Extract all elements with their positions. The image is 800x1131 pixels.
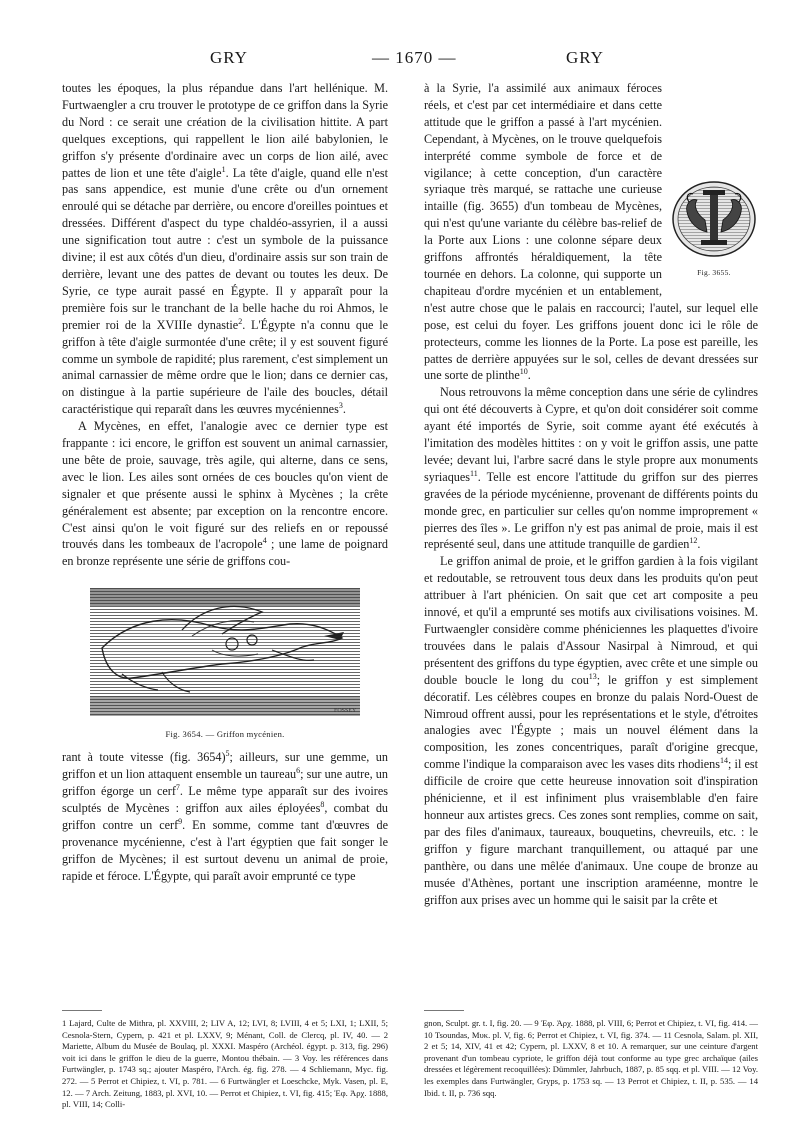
figure-caption: Fig. 3654. — Griffon mycénien. [165,729,285,740]
header-right: GRY [566,48,604,67]
footnote-rule [62,1010,102,1011]
footnotes-right: gnon, Sculpt. gr. t. I, fig. 20. — 9 Ἐφ. Ἀρχ. 1888, pl. VIII, 6; Perrot et Chipiez, t. VI, fig. 414. — 10 Tsoundas, Μυκ. pl. V, fig. 6; Perrot et Chipiez, t. VI, fig. 374. — 11 Cesnola, Salam. pl. XII, 2 et 5; 14, XIV, 41 et 42; Cypern, pl. LXXV, 8 et 10. A remarquer, sur une ceinture d'argent provenant d'un tombeau cypriote, le griffon déjà tout conforme au type grec archaïque (ailes dressées et légèrement recoquillées): Dümmler, Jahrbuch, 1887, p. 85 sqq. et pl. VIII. — 12 Voy. les exemples dans Furtwängler, Gryps, p. 1753 sq. — 13 Perrot et Chipiez, t. II, p. 535. — 14 Ibid. t. II, p. 736 sqq. [424,1018,758,1098]
paragraph: rant à toute vitesse (fig. 3654)$^5$; ailleurs, sur une gemme, un griffon et un lion attaquent ensemble un taureau$^6$; sur une autre, un griffon égorge un cerf$^7$. Le même type apparaît sur des ivoires sculptés de Mycènes : griffon aux ailes éployées$^8$, combat du griffon contre un cerf$^9$. En somme, comme tant d'œuvres de provenance mycénienne, c'est à l'art égyptien que fait songer le griffon de Mycènes; il est surtout devenu un animal de proie, rapide et féroce. L'Égypte, qui paraît avoir emprunté ce type [62,749,389,883]
footnote-rule [424,1010,464,1011]
running-header [0,48,800,78]
paragraph: à la Syrie, l'a assimilé aux animaux féroces réels, et c'est par cet intermédiaire et dans cette attitude que le griffon a passé à l'art mycénien. Cependant, à Mycènes, on le trouve quelquefois interprété comme symbole de force et de vigilance; à cette conception, d'un caractère syriaque très marqué, se rattache une curieuse intaille (fig. 3655) d'un tombeau de Mycènes, qui n'est qu'une variante du célèbre bas-relief de la Porte aux Lions : une colonne sépare deux griffons affrontés héraldiquement, la tête tournée en dehors. La colonne, qui supporte un chapiteau d'ordre mycénien et un entablement, n'est autre chose que le palais en raccourci; l'autel, sur lequel elle pose, est celui du foyer. Les griffons jouent donc ici le rôle de protecteurs, comme les lionnes de la Porte. La pose est pareille, les pattes de derrière appuyées sur le sol, celles de devant dressées sur une sorte de plinthe$^{10}$. [424,81,758,383]
page-number: — 1670 — [372,48,457,67]
figure-3655 [670,180,758,282]
header-left: GRY [210,48,248,67]
paragraph: Le griffon animal de proie, et le griffon gardien à la fois vigilant et redoutable, se retrouvent tous deux dans les produits qu'on peut attribuer à l'art phénicien. On sait que cet art composite a peu innové, et qu'il a emprunté ses motifs aux civilisations voisines. M. Furtwaengler considère comme phéniciennes les plaquettes d'ivoire trouvées dans le palais d'Assour Nasirpal à Nimroud, et qui présentent des griffons du type égyptien, avec crête et une simple ou double boucle le long du cou$^{13}$; le griffon y est simplement décoratif. Les célèbres coupes en bronze du palais Nord-Ouest de Nimroud offrent aussi, pour les représentations et le style, d'étroites analogies avec l'Égypte ; mais un nouvel élément dans la composition, les zones concentriques, paraît d'origine grecque, comme l'indique la comparaison avec les vases dits rhodiens$^{14}$; il est difficile de croire que cette heureuse innovation soit d'inspiration phénicienne, et il est infiniment plus vraisemblable d'en faire honneur aux artistes grecs. Ces zones sont remplies, comme on sait, par des files d'animaux, taureaux, bouquetins, chevreuils, etc. : le griffon y figure marchant tranquillement, ou attaqué par une panthère, ou dans une mêlée d'animaux. Une coupe de bronze au musée d'Athènes, portant une inscription araméenne, montre le griffon aux prises avec un homme qui le saisit par la crête et [424,554,759,907]
griffin-dagger-relief [62,578,388,720]
paragraph: Nous retrouvons la même conception dans une série de cylindres qui ont été découverts à Cypre, et qu'on doit considérer soit comme ayant été importés de Syrie, soit comme ayant été exécutés à l'imitation des modèles hittites : on y voit le griffon assis, une patte levée; devant lui, l'arbre sacré dans le style propre aux monuments syriaques$^{11}$. Telle est encore l'attitude du griffon sur des pierres gravées de la période mycénienne, provenant de différents points du monde grec, en particulier sur celles qu'on nomme improprement « pierres des îles ». Le griffon n'y est pas animal de proie, mais il est représenté seul, dans une attitude tranquille de gardien$^{12}$. [424,385,758,552]
right-column [424,80,758,908]
paragraph: toutes les époques, la plus répandue dans l'art hellénique. M. Furtwaengler a cru trouver le prototype de ce griffon dans la Syrie du Nord : ce serait une création de la civilisation hittite. A part quelques exceptions, qui rappellent le lion ailé babylonien, le griffon s'y présente d'ordinaire avec un corps de lion ailé, avec pattes de lion et une tête d'aigle$^1$. La tête d'aigle, quand elle n'est pas sans appendice, est munie d'une crête ou d'un ornement enroulé qui se détache par derrière, ou encore d'oreilles pointues et dressées. Différent d'aspect du type chaldéo-assyrien, il a aussi une signification tout autre : c'est un symbole de la puissance divine; il est aux côtés d'un dieu, d'ordinaire assis sur son train de derrière, levant une des pattes de devant ou toutes les deux. De Syrie, ce type aurait passé en Égypte. Il y apparaît pour la première fois sur le tranchant de la belle hache du roi Ahmos, le premier roi de la XVIIIe dynastie$^2$. L'Égypte n'a connu que le griffon à tête d'aigle surmontée d'une crête; il y est souvent figuré comme un symbole de rapidité; plus rarement, c'est simplement un animal carnassier de même ordre que le lion; dans ce dernier cas, on distingue à la partie supérieure de l'aile des boucles, détail caractéristique qui reparaît dans les œuvres mycéniennes$^3$. [62,81,388,417]
figure-3654 [62,578,388,743]
griffin-intaglio [671,180,757,258]
left-column [62,80,388,884]
footnotes-left: 1 Lajard, Culte de Mithra, pl. XXVIII, 2; LIV A, 12; LVI, 8; LVIII, 4 et 5; LXI, 1; LXII, 5; Cesnola-Stern, Cypern, p. 421 et pl. LXXV, 9; Ménant, Coll. de Clercq, pl. IV, 40. — 2 Mariette, Album du Musée de Boulaq, pl. XXXI. Maspéro (Archéol. égypt. p. 313, fig. 296) voit ici dans le griffon le dieu de la guerre, Montou thébain. — 3 Voy. les références dans Furtwängler, p. 1743 sq.; ajouter Maspéro, l'Arch. ég. fig. 278. — 4 Schliemann, Myc. fig. 272. — 5 Perrot et Chipiez, t. VI, p. 781. — 6 Furtwängler et Loeschcke, Myk. Vasen, pl. E, 12. — 7 Arch. Zeitung, 1883, pl. XVI, 10. — Perrot et Chipiez, t. VI, fig. 415; Ἐφ. Ἀρχ. 1888, pl. VIII, 14; Colli- [62,1018,388,1110]
figure-caption: Fig. 3655. [697,267,731,277]
paragraph: A Mycènes, en effet, l'analogie avec ce dernier type est frappante : ici encore, le griffon est souvent un animal carnassier, une bête de proie, sauvage, très agile, qui alterne, dans ce sens, avec le lion. Les ailes sont ornées de ces boucles qu'on vient de signaler et que présente aussi le sphinx à Mycènes ; la crête généralement est absente; par exception on la rencontre encore. C'est ainsi qu'on le voit figuré sur des reliefs en or repoussé trouvés dans les tombeaux de l'acropole$^4$ ; une lame de poignard en bronze représente une série de griffons cou- [62,419,389,569]
engraver-signature: FOSSEY [334,708,357,715]
